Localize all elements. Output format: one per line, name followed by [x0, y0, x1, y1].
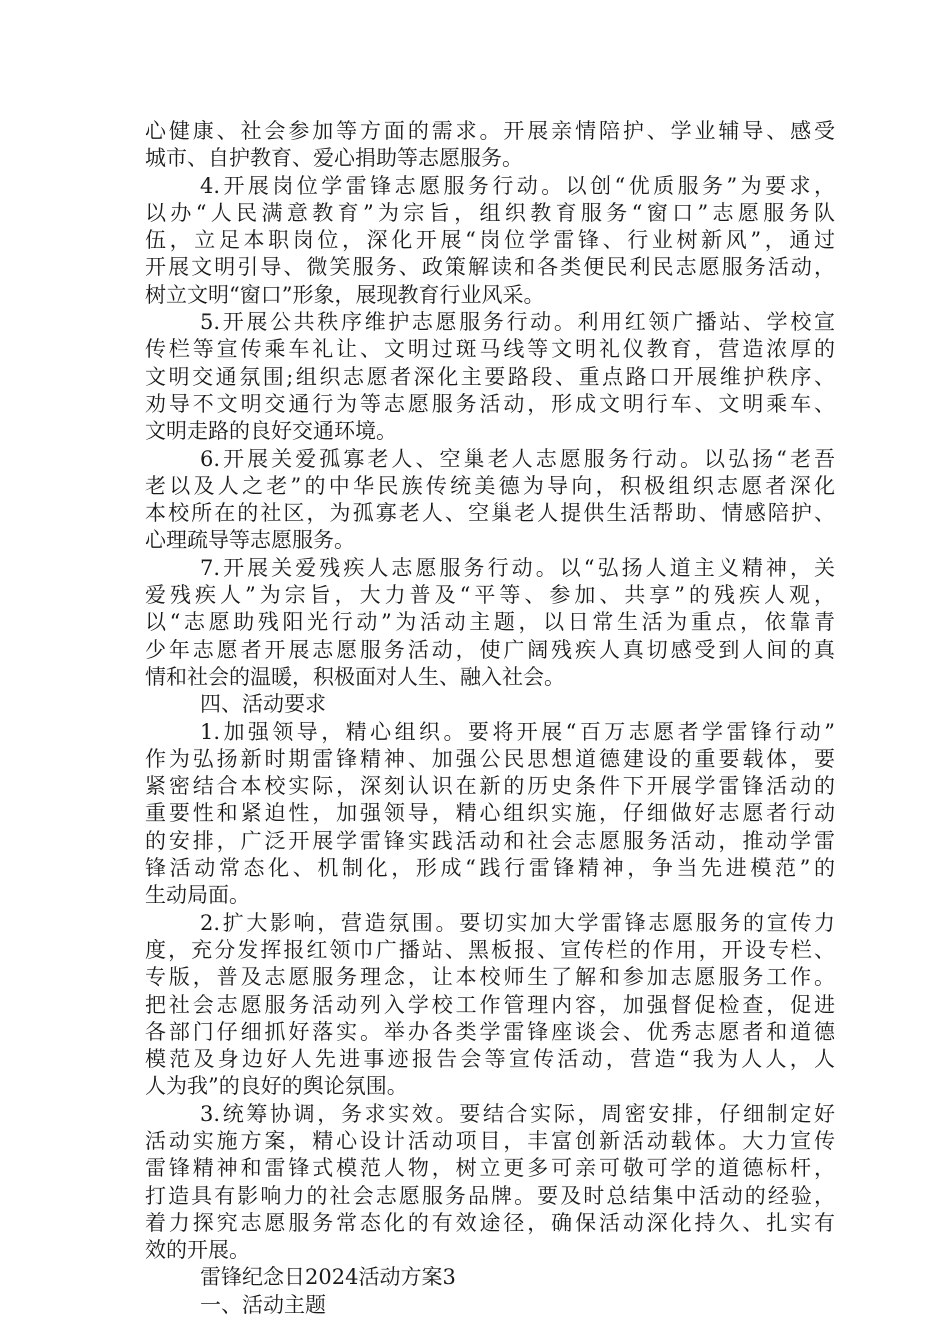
text-line: 一、活动主题	[200, 1292, 326, 1317]
text-line: 树立文明“窗口”形象，展现教育行业风采。	[145, 282, 545, 307]
text-line: 作为弘扬新时期雷锋精神、加强公民思想道德建设的重要载体，要	[145, 746, 835, 771]
text-line: 雷锋精神和雷锋式模范人物，树立更多可亲可敬可学的道德标杆，	[145, 1156, 835, 1181]
text-line: 老以及人之老”的中华民族传统美德为导向，积极组织志愿者深化	[145, 473, 835, 498]
text-line: 把社会志愿服务活动列入学校工作管理内容，加强督促检查，促进	[145, 992, 835, 1017]
text-line: 专版，普及志愿服务理念，让本校师生了解和参加志愿服务工作。	[145, 965, 835, 990]
text-line: 城市、自护教育、爱心捐助等志愿服务。	[145, 146, 523, 171]
text-line: 四、活动要求	[200, 692, 326, 717]
text-line: 6.开展关爱孤寡老人、空巢老人志愿服务行动。以弘扬“老吾	[200, 446, 835, 471]
text-line: 劝导不文明交通行为等志愿服务活动，形成文明行车、文明乘车、	[145, 391, 835, 416]
text-line: 度，充分发挥报红领巾广播站、黑板报、宣传栏的作用，开设专栏、	[145, 937, 835, 962]
text-line: 2.扩大影响，营造氛围。要切实加大学雷锋志愿服务的宣传力	[200, 910, 835, 935]
text-line: 心理疏导等志愿服务。	[145, 528, 355, 553]
text-line: 模范及身边好人先进事迹报告会等宣传活动，营造“我为人人，人	[145, 1047, 835, 1072]
text-line: 传栏等宣传乘车礼让、文明过斑马线等文明礼仪教育，营造浓厚的	[145, 337, 835, 362]
document-body	[145, 118, 835, 1319]
text-line: 4.开展岗位学雷锋志愿服务行动。以创“优质服务”为要求，	[200, 173, 835, 198]
text-line: 着力探究志愿服务常态化的有效途径，确保活动深化持久、扎实有	[145, 1210, 835, 1235]
text-line: 活动实施方案，精心设计活动项目，丰富创新活动载体。大力宣传	[145, 1128, 835, 1153]
text-line: 文明走路的良好交通环境。	[145, 419, 397, 444]
text-line: 以“志愿助残阳光行动”为活动主题，以日常生活为重点，依靠青	[145, 610, 835, 635]
text-line: 5.开展公共秩序维护志愿服务行动。利用红领广播站、学校宣	[200, 310, 835, 335]
text-line: 本校所在的社区，为孤寡老人、空巢老人提供生活帮助、情感陪护、	[145, 501, 835, 526]
text-line: 锋活动常态化、机制化，形成“践行雷锋精神，争当先进模范”的	[145, 856, 835, 881]
text-line: 7.开展关爱残疾人志愿服务行动。以“弘扬人道主义精神，关	[200, 555, 835, 580]
text-line: 以办“人民满意教育”为宗旨，组织教育服务“窗口”志愿服务队	[145, 200, 835, 225]
text-line: 人为我”的良好的舆论氛围。	[145, 1074, 408, 1099]
text-line: 雷锋纪念日2024活动方案3	[200, 1265, 456, 1290]
text-line: 3.统筹协调，务求实效。要结合实际，周密安排，仔细制定好	[200, 1101, 835, 1126]
text-line: 少年志愿者开展志愿服务活动，使广阔残疾人真切感受到人间的真	[145, 637, 835, 662]
text-line: 文明交通氛围;组织志愿者深化主要路段、重点路口开展维护秩序、	[145, 364, 835, 389]
text-line: 爱残疾人”为宗旨，大力普及“平等、参加、共享”的残疾人观，	[145, 583, 835, 608]
text-line: 效的开展。	[145, 1238, 250, 1263]
text-line: 开展文明引导、微笑服务、政策解读和各类便民利民志愿服务活动，	[145, 255, 835, 280]
text-line: 重要性和紧迫性，加强领导，精心组织实施，仔细做好志愿者行动	[145, 801, 835, 826]
text-line: 的安排，广泛开展学雷锋实践活动和社会志愿服务活动，推动学雷	[145, 828, 835, 853]
text-line: 伍，立足本职岗位，深化开展“岗位学雷锋、行业树新风”，通过	[145, 228, 835, 253]
text-line: 情和社会的温暖，积极面对人生、融入社会。	[145, 664, 565, 689]
text-line: 生动局面。	[145, 883, 250, 908]
text-line: 打造具有影响力的社会志愿服务品牌。要及时总结集中活动的经验，	[145, 1183, 835, 1208]
text-line: 紧密结合本校实际，深刻认识在新的历史条件下开展学雷锋活动的	[145, 774, 835, 799]
text-line: 各部门仔细抓好落实。举办各类学雷锋座谈会、优秀志愿者和道德	[145, 1019, 835, 1044]
text-line: 1.加强领导，精心组织。要将开展“百万志愿者学雷锋行动”	[200, 719, 835, 744]
text-line: 心健康、社会参加等方面的需求。开展亲情陪护、学业辅导、感受	[145, 119, 835, 143]
